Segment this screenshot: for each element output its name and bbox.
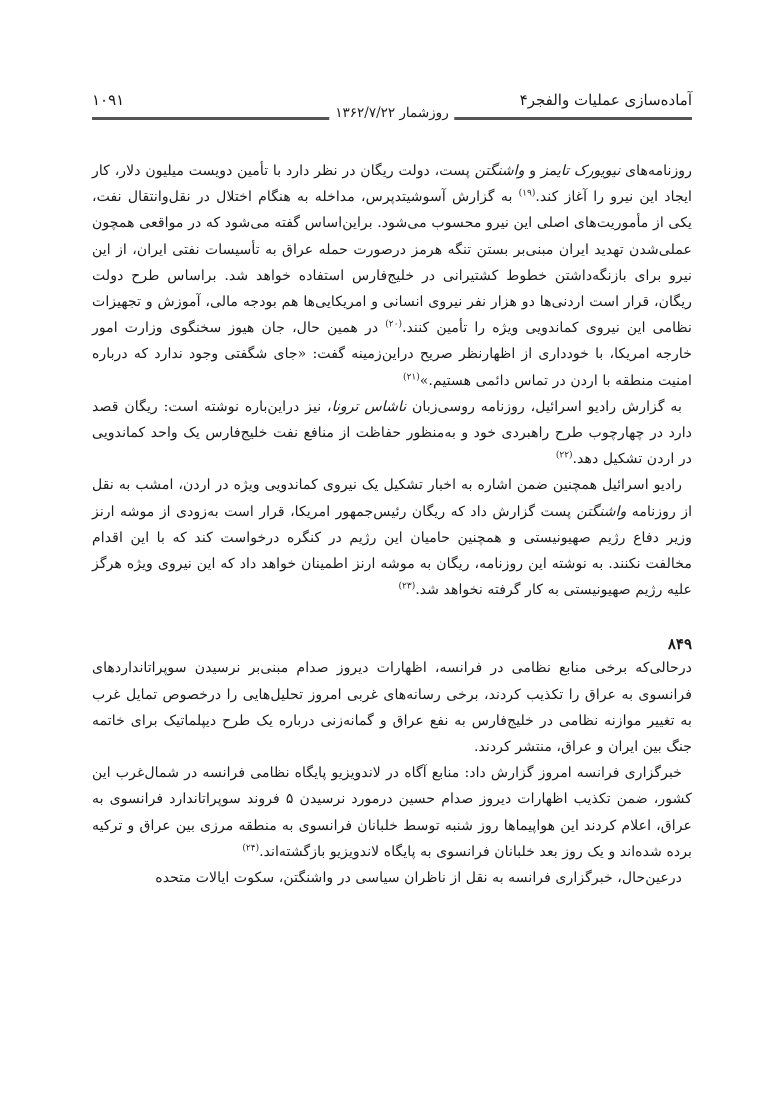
body-text xyxy=(92,158,692,891)
newspaper-name: واشنگتن xyxy=(576,503,627,520)
paragraph: روزنامه‌های نیویورک تایمز و واشنگتن پست، دولت ریگان در نظر دارد با تأمین دویست میلیون دلار، کار ایجاد این نیرو را آغاز کند.$^{(۱۹)}$ به گزارش آسوشیتدپرس، مداخله به هنگام اختلال در نقل‌وانتقال نفت، یکی از مأموریت‌های اصلی این نیرو محسوب می‌شود. براین‌اساس گفته می‌شود که در مواقعی همچون عملی‌شدن تهدید ایران مبنی‌بر بستن تنگه هرمز درصورت حمله عراق به تأسیسات نفتی ایران، از این نیرو برای بازنگه‌داشتن خطوط کشتیرانی در خلیج‌فارس استفاده خواهد شد. براساس طرح دولت ریگان، قرار است اردنی‌ها دو هزار نفر نیروی انسانی و امریکایی‌ها هم بودجه مالی، آموزش و تجهیزات نظامی این نیروی کماندویی ویژه را تأمین کنند.$^{(۲۰)}$ در همین حال، جان هیوز سخنگوی وزارت امور خارجه امریکا، با خودداری از اظهارنظر صریح دراین‌زمینه گفت: «جای شگفتی وجود ندارد که درباره امنیت منطقه با اردن در تماس دائمی هستیم.»$^{(۲۱)}$ xyxy=(92,163,692,389)
newspaper-name: واشنگتن xyxy=(474,163,525,179)
page-number: ۱۰۹۱ xyxy=(92,91,125,109)
footnote-ref: (۲۴) xyxy=(242,843,260,854)
newspaper-name: نیویورک تایمز xyxy=(540,163,621,179)
paragraph: به گزارش رادیو اسرائیل، روزنامه روسی‌زبان ناشاس ترونا، نیز دراین‌باره نوشته است: ریگان قصد دارد در چهارچوب طرح راهبردی خود و به‌منظور حفاظت از منافع نفت خلیج‌فارس یک واحد کماندویی در اردن تشکیل دهد.$^{(۲۲)}$ xyxy=(92,398,692,468)
newspaper-name: ناشاس ترونا xyxy=(331,398,407,415)
document-page xyxy=(92,90,692,891)
entry-number: ۸۴۹ xyxy=(667,635,692,654)
footnote-ref: (۲۱) xyxy=(403,371,420,382)
paragraph: خبرگزاری فرانسه امروز گزارش داد: منابع آگاه در لاندویزیو پایگاه نظامی فرانسه در شمال‌غرب این کشور، ضمن تکذیب اظهارات دیروز صدام حسین درمورد نرسیدن ۵ فروند سوپراتاندارد فرانسوی به عراق، اعلام کردند این هواپیماها روز شنبه توسط خلبانان فرانسوی به منطقه مرزی بین عراق و ترکیه برده شده‌اند و یک روز بعد خلبانان فرانسوی به پایگاه لاندویزیو بازگشته‌اند.$^{(۲۴)}$ xyxy=(92,765,692,860)
footnote-ref: (۲۲) xyxy=(555,450,573,461)
paragraph: درحالی‌که برخی منابع نظامی در فرانسه، اظهارات دیروز صدام مبنی‌بر نرسیدن سوپراتانداردهای فرانسوی به عراق را تکذیب کردند، برخی رسانه‌های غربی امروز تحلیل‌هایی را درخصوص تمایل غرب به تغییر موازنه نظامی در خلیج‌فارس به نفع عراق و گمانه‌زنی درباره یک طرح دیپلماتیک برای خاتمه جنگ بین ایران و عراق، منتشر کردند. xyxy=(92,660,692,756)
paragraph: درعین‌حال، خبرگزاری فرانسه به نقل از ناظران سیاسی در واشنگتن، سکوت ایالات متحده xyxy=(155,870,682,887)
footnote-ref: (۲۳) xyxy=(398,581,416,592)
book-title: آماده‌سازی عملیات والفجر۴ xyxy=(519,91,692,109)
footnote-ref: (۱۹) xyxy=(518,188,536,199)
footnote-ref: (۲۰) xyxy=(385,319,402,330)
diary-date: روزشمار ۱۳۶۲/۷/۲۲ xyxy=(329,104,454,122)
running-header xyxy=(92,90,692,122)
paragraph: رادیو اسرائیل همچنین ضمن اشاره به اخبار تشکیل یک نیروی کماندویی ویژه در اردن، امشب به نقل از روزنامه واشنگتن پست گزارش داد که ریگان رئیس‌جمهور امریکا، قرار است به‌زودی از موشه ارنز وزیر دفاع رژیم صهیونیستی و همچنین حامیان این رژیم در کنگره درخواست کند که با این اقدام مخالفت نکنند. به نوشته این روزنامه، ریگان به موشه ارنز اطمینان خواهد داد که این نیروی ویژه هرگز علیه رژیم صهیونیستی به کار گرفته نخواهد شد.$^{(۲۳)}$ xyxy=(92,477,693,599)
